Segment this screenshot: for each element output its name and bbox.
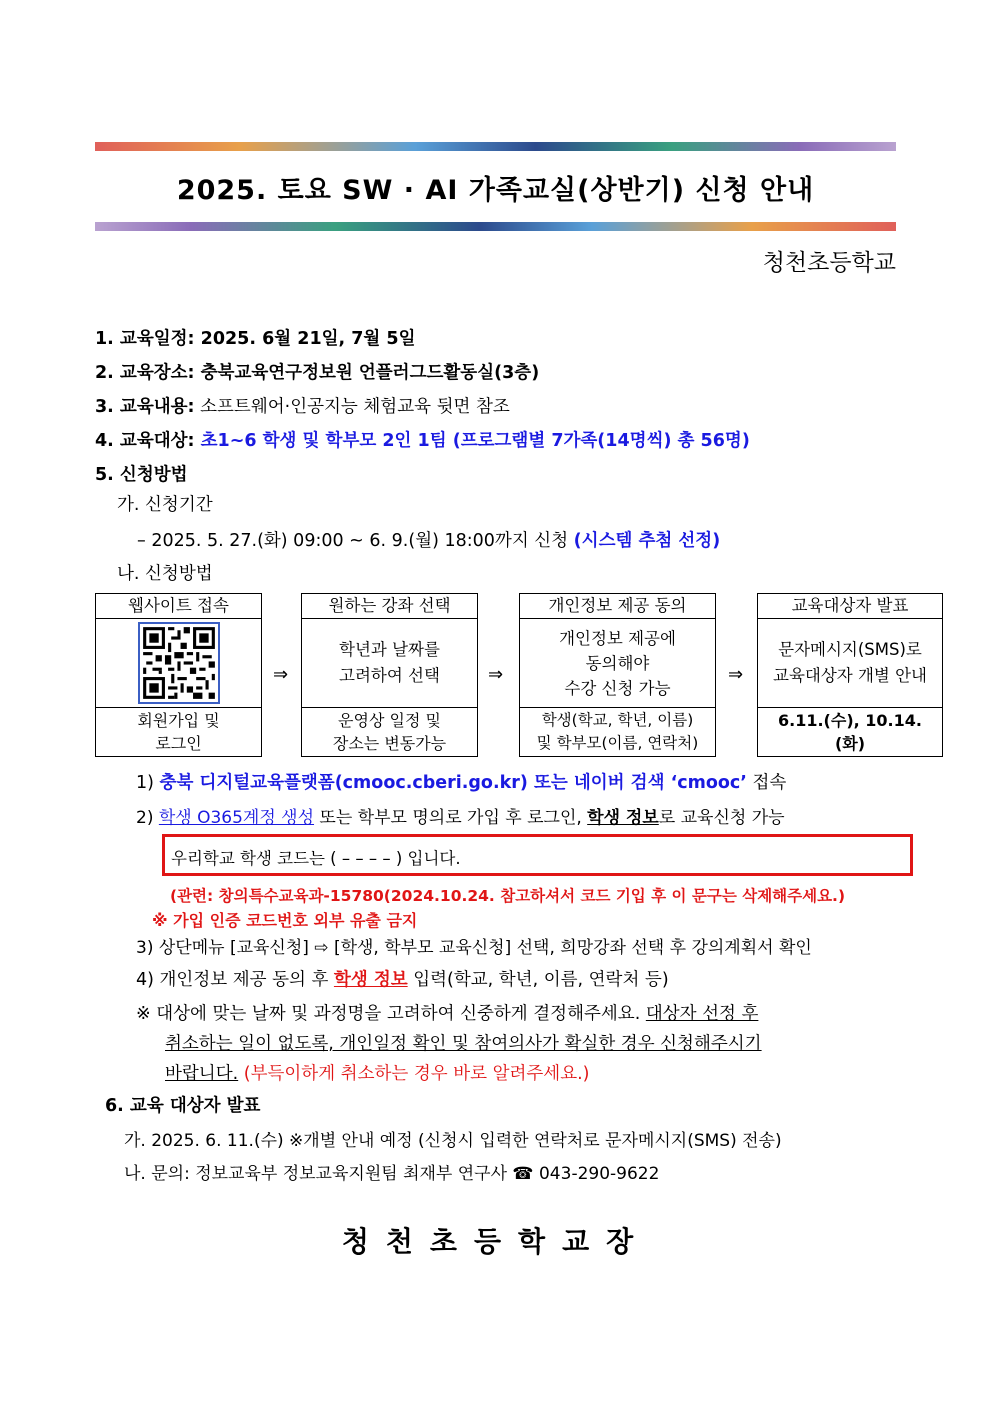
caution-note-line1: ※ 대상에 맞는 날짜 및 과정명을 고려하여 신중하게 결정해주세요. 대상자 선정 후 — [136, 1004, 759, 1024]
caution-note-line2: 취소하는 일이 없도록, 개인일정 확인 및 참여의사가 확실한 경우 신청해주시기 — [165, 1034, 762, 1054]
step-1: 1) 충북 디지털교육플랫폼(cmooc.cberi.go.kr) 또는 네이버 검색 ‘cmooc’ 접속 — [136, 773, 787, 793]
item-place: 2. 교육장소: 충북교육연구정보원 언플러그드활동실(3층) — [95, 363, 540, 383]
principal-signature: 청천초등학교장 — [341, 1225, 651, 1258]
flow-step-website: 웹사이트 접속 회원가입 및 로그인 — [95, 593, 262, 757]
flow-arrow-1: ⇒ — [273, 664, 289, 685]
code-leak-warning: ※ 가입 인증 코드번호 외부 유출 금지 — [152, 911, 418, 930]
step-4: 4) 개인정보 제공 동의 후 학생 정보 입력(학교, 학년, 이름, 연락처 등) — [136, 970, 669, 990]
document-title: 2025. 토요 SW · AI 가족교실(상반기) 신청 안내 — [176, 175, 815, 206]
section-6-title: 6. 교육 대상자 발표 — [105, 1096, 261, 1116]
flow-step-consent: 개인정보 제공 동의 개인정보 제공에 동의해야 수강 신청 가능 학생(학교, 학년, 이름) 및 학부모(이름, 연락처) — [519, 593, 716, 757]
item-schedule: 1. 교육일정: 2025. 6월 21일, 7월 5일 — [95, 329, 416, 349]
qr-code-icon — [138, 622, 220, 704]
step-2: 2) 학생 O365계정 생성 또는 학부모 명의로 가입 후 로그인, 학생 정보로 교육신청 가능 — [136, 808, 785, 828]
step-3: 3) 상단메뉴 [교육신청] ⇨ [학생, 학부모 교육신청] 선택, 희망강좌 선택 후 강의계획서 확인 — [136, 938, 812, 958]
sub-period-heading: 가. 신청기간 — [117, 495, 213, 515]
section-6-na: 나. 문의: 정보교육부 정보교육지원팀 최재부 연구사 ☎ 043-290-9622 — [124, 1164, 660, 1184]
flow-step-announce: 교육대상자 발표 문자메시지(SMS)로 교육대상자 개별 안내 6.11.(수), 10.14. (화) — [757, 593, 943, 757]
title-top-bar — [95, 142, 896, 151]
school-code-box: 우리학교 학생 코드는 ( – – – – ) 입니다. — [162, 834, 913, 876]
apply-period: – 2025. 5. 27.(화) 09:00 ~ 6. 9.(월) 18:00까지 신청 (시스템 추첨 선정) — [137, 531, 721, 551]
item-content: 3. 교육내용: 소프트웨어·인공지능 체험교육 뒷면 참조 — [95, 397, 510, 417]
o365-signup-link[interactable]: 학생 O365계정 생성 — [158, 808, 315, 828]
section-6-ga: 가. 2025. 6. 11.(수) ※개별 안내 예정 (신청시 입력한 연락처로 문자메시지(SMS) 전송) — [124, 1131, 782, 1151]
school-name: 청천초등학교 — [762, 250, 896, 276]
sub-method-heading: 나. 신청방법 — [117, 564, 213, 584]
flow-step-course: 원하는 강좌 선택 학년과 날짜를 고려하여 선택 운영상 일정 및 장소는 변동가능 — [301, 593, 478, 757]
flow-arrow-3: ⇒ — [728, 664, 744, 685]
title-bottom-bar — [95, 222, 896, 231]
flow-arrow-2: ⇒ — [488, 664, 504, 685]
item-method-heading: 5. 신청방법 — [95, 465, 188, 485]
item-target: 4. 교육대상: 초1~6 학생 및 학부모 2인 1팀 (프로그램별 7가족(14명씩) 총 56명) — [95, 431, 750, 451]
code-reference-note: (관련: 창의특수교육과-15780(2024.10.24. 참고하셔서 코드 기입 후 이 문구는 삭제해주세요.) — [170, 887, 846, 905]
caution-note-line3: 바랍니다. (부득이하게 취소하는 경우 바로 알려주세요.) — [165, 1064, 590, 1084]
